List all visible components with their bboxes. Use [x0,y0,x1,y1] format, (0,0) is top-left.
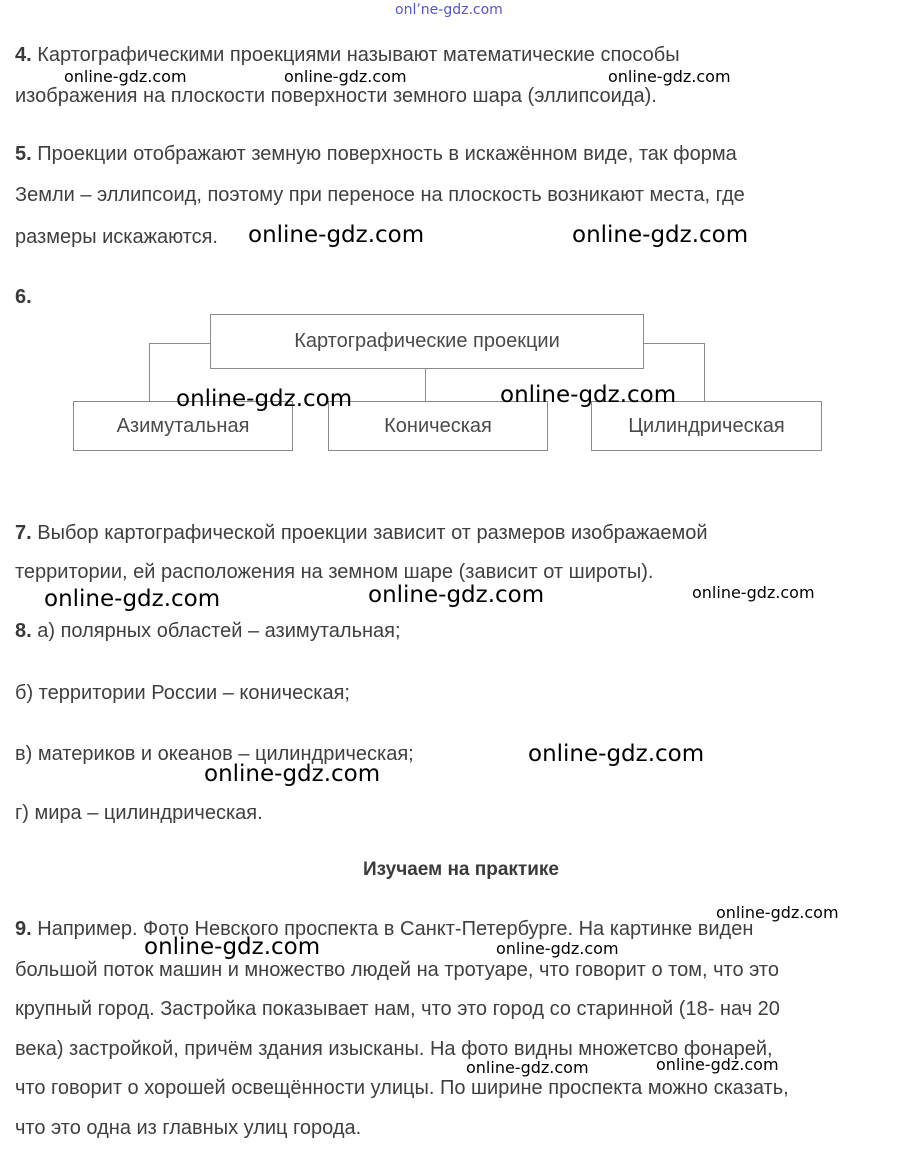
answer-7-number: 7. [15,522,32,544]
watermark: online-gdz.com [248,222,425,248]
answer-5-line-2: Земли – эллипсоид, поэтому при переносе на плоскость возникают места, где [15,184,745,206]
answer-4-line-2: изображения на плоскости поверхности земного шара (эллипсоида). [15,85,657,107]
answer-5-line-3: размеры искажаются. [15,226,218,248]
watermark: online-gdz.com [64,67,187,86]
answer-8-number: 8. [15,620,32,642]
answer-9-line-2: большой поток машин и множество людей на тротуаре, что говорит о том, что это [15,959,779,981]
answer-4-number: 4. [15,44,32,66]
answer-9-line-3: крупный город. Застройка показывает нам, что это город со старинной (18- нач 20 [15,998,780,1020]
answer-5-number: 5. [15,143,32,165]
answer-8-item-c: в) материков и океанов – цилиндрическая; [15,743,414,765]
watermark-top: onl’ne-gdz.com [395,2,503,18]
answer-8-item-b: б) территории России – коническая; [15,682,350,704]
watermark: online-gdz.com [284,67,407,86]
watermark: online-gdz.com [528,741,705,767]
diagram-connector-left-vertical [149,343,150,402]
watermark: online-gdz.com [608,67,731,86]
answer-9-line-5: что говорит о хорошей освещённости улицы. По ширине проспекта можно сказать, [15,1077,789,1099]
diagram-root-box: Картографические проекции [210,314,644,369]
answer-7-line-2: территории, ей расположения на земном шаре (зависит от широты). [15,561,654,583]
watermark: online-gdz.com [466,1058,589,1077]
diagram-connector-right-vertical [704,343,705,402]
watermark: online-gdz.com [496,939,619,958]
diagram-box-cylindrical: Цилиндрическая [591,401,822,451]
answer-9-number: 9. [15,918,32,940]
answer-8-item-d: г) мира – цилиндрическая. [15,802,263,824]
watermark: online-gdz.com [176,386,353,412]
watermark: online-gdz.com [572,222,749,248]
diagram-connector-left-horizontal [149,343,211,344]
watermark: online-gdz.com [656,1055,779,1074]
answer-9-line-4: века) застройкой, причём здания изысканы. На фото видны множетсво фонарей, [15,1038,773,1060]
watermark: online-gdz.com [368,582,545,608]
answer-6-number: 6. [15,286,32,308]
diagram-connector-right-horizontal [643,343,705,344]
diagram-box-azimuthal: Азимутальная [73,401,293,451]
answer-5-line-1: 5. Проекции отображают земную поверхность в искажённом виде, так форма [15,143,737,165]
watermark: online-gdz.com [500,382,677,408]
answer-7-line-1: 7. Выбор картографической проекции зависит от размеров изображаемой [15,522,708,544]
answer-4-line-1: 4. Картографическими проекциями называют математические способы [15,44,680,66]
answer-8-item-a: 8. а) полярных областей – азимутальная; [15,620,401,642]
answer-9-line-1: 9. Например. Фото Невского проспекта в Санкт-Петербурге. На картинке виден [15,918,754,940]
watermark: online-gdz.com [44,586,221,612]
watermark: online-gdz.com [716,903,839,922]
watermark: online-gdz.com [692,583,815,602]
answer-6-line [15,285,32,309]
diagram-box-conic: Коническая [328,401,548,451]
answer-9-line-6: что это одна из главных улиц города. [15,1117,362,1139]
section-title: Изучаем на практике [363,859,559,880]
watermark: online-gdz.com [204,761,381,787]
watermark: online-gdz.com [144,934,321,960]
diagram-connector-middle-vertical [425,368,426,402]
